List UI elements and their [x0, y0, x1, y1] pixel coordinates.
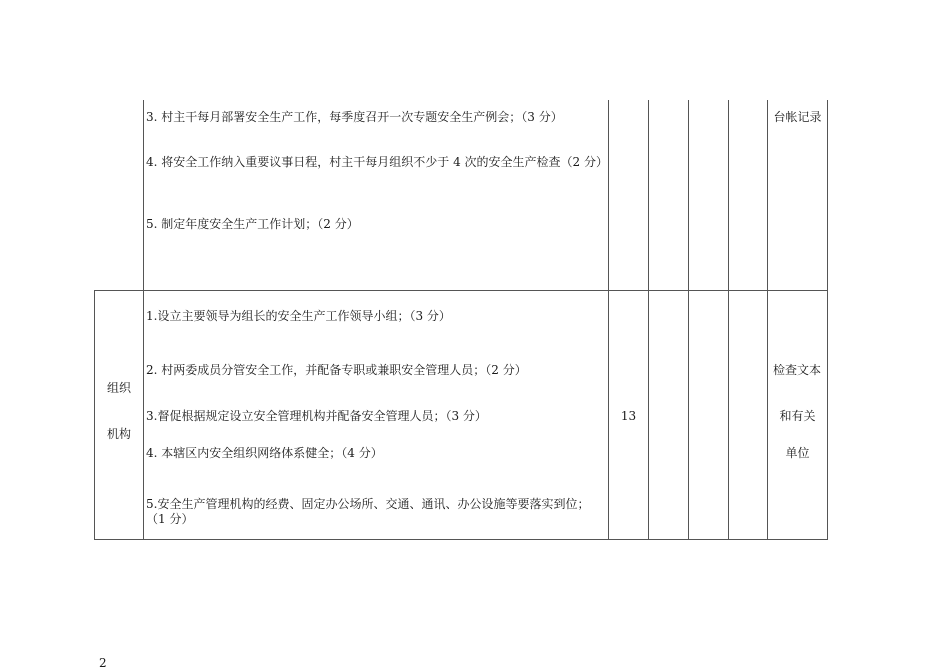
section2-check-method-line3: 单位 — [785, 446, 810, 460]
column-divider-score — [648, 100, 649, 540]
row-divider — [94, 290, 828, 291]
page-number: 2 — [99, 656, 107, 670]
section2-item-4: 4. 本辖区内安全组织网络体系健全；（4 分） — [146, 446, 383, 460]
section1-item-3: 3. 村主干每月部署安全生产工作，每季度召开一次专题安全生产例会；（3 分） — [146, 110, 563, 124]
category-label-line1: 组织 — [106, 381, 131, 395]
section2-item-3: 3.督促根据规定设立安全管理机构并配备安全管理人员；（3 分） — [146, 409, 487, 423]
column-divider-col5 — [728, 100, 729, 540]
table-bottom-border — [94, 539, 828, 540]
table-left-border — [94, 290, 95, 540]
column-divider-method — [767, 100, 768, 540]
section2-item-2: 2. 村两委成员分管安全工作，并配备专职或兼职安全管理人员；（2 分） — [146, 363, 527, 377]
column-divider-col4 — [688, 100, 689, 540]
column-divider-category — [143, 100, 144, 540]
section2-item-5: 5.安全生产管理机构的经费、固定办公场所、交通、通讯、办公设施等要落实到位；（1 分） — [146, 497, 590, 526]
section2-check-method-line2: 和有关 — [779, 409, 816, 423]
category-label-line2: 机构 — [106, 427, 131, 441]
section1-item-4: 4. 将安全工作纳入重要议事日程，村主干每月组织不少于 4 次的安全生产检查（2 分） — [146, 155, 608, 169]
section2-score: 13 — [620, 409, 637, 423]
section2-check-method-line1: 检查文本 — [772, 363, 821, 377]
column-divider-content — [608, 100, 609, 540]
table-right-border — [827, 100, 828, 540]
section1-check-method: 台帐记录 — [773, 110, 822, 124]
section2-item-1: 1.设立主要领导为组长的安全生产工作领导小组；（3 分） — [146, 309, 451, 323]
section1-item-5: 5. 制定年度安全生产工作计划；（2 分） — [146, 217, 359, 231]
